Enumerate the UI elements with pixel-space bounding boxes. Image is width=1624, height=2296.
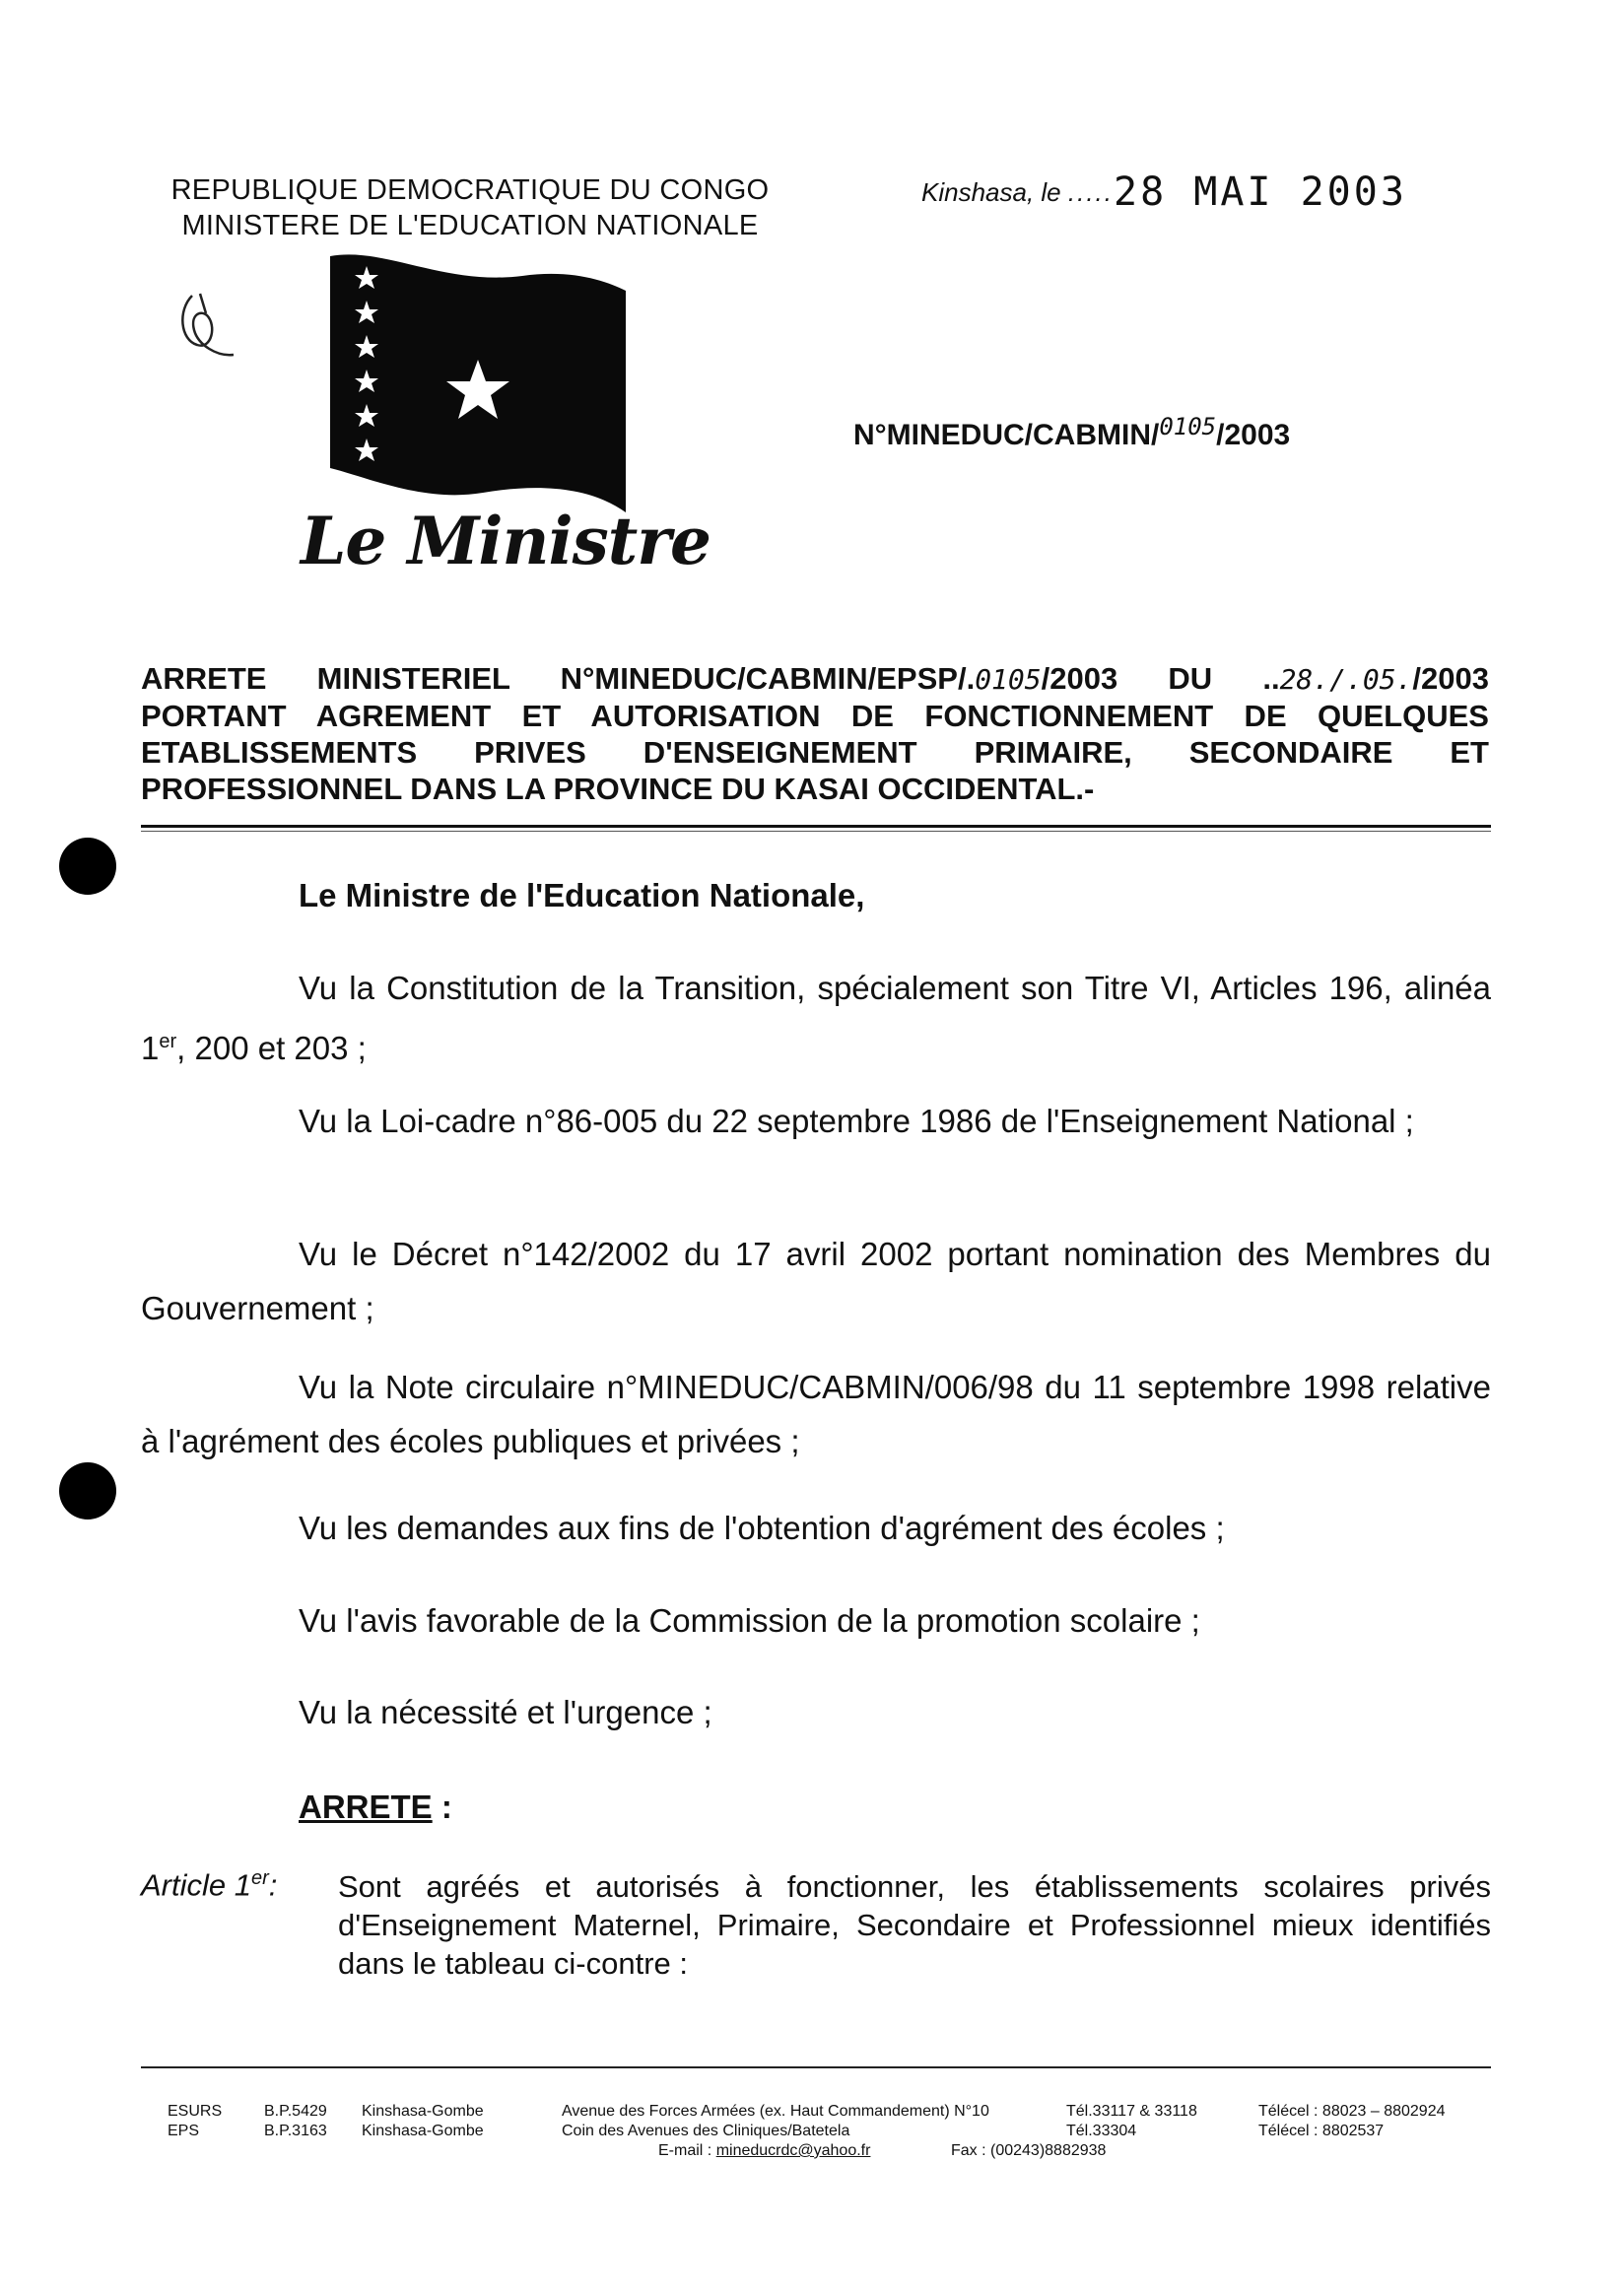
place-date xyxy=(921,166,1407,215)
article-1-text: Sont agréés et autorisés à fonctionner, les établissements scolaires privés d'Enseignement Maternel, Primaire, Secondaire et Professionnel mieux identifiés dans le tableau ci-contre : xyxy=(338,1869,1491,1981)
ref-prefix: N°MINEDUC/CABMIN/ xyxy=(853,419,1160,451)
decree-title xyxy=(141,660,1489,807)
flag-emblem xyxy=(325,251,631,517)
title-line-1 xyxy=(141,660,1489,698)
title-handwritten-date: 28./.05. xyxy=(1279,663,1413,696)
considerant-1-text: Vu la Constitution de la Transition, spécialement son Titre VI, Articles 196, alinéa 1 xyxy=(141,970,1491,1066)
footer-email-link[interactable]: mineducrdc@yahoo.fr xyxy=(715,2142,871,2159)
letterhead xyxy=(155,172,785,243)
punch-hole-top xyxy=(59,838,116,895)
arrete-word: ARRETE xyxy=(299,1789,433,1825)
footer-fax: Fax : (00243)8882938 xyxy=(951,2142,1107,2159)
footer-city-2: Kinshasa-Gombe xyxy=(362,2123,484,2139)
article-label-sup: er xyxy=(250,1867,269,1889)
punch-hole-bottom xyxy=(59,1462,116,1519)
arrete-colon: : xyxy=(432,1789,452,1825)
footer-email-line xyxy=(658,2141,870,2160)
arrete-heading xyxy=(299,1789,452,1826)
title-line-1-mid: /2003 DU .. xyxy=(1041,661,1280,696)
footer-rule xyxy=(141,2066,1491,2068)
considerant-2 xyxy=(141,1094,1491,1148)
footer-email-label: E-mail : xyxy=(658,2142,712,2159)
footer-tel-2: Tél.33304 xyxy=(1066,2123,1137,2139)
title-line-2: PORTANT AGREMENT ET AUTORISATION DE FONCTIONNEMENT DE QUELQUES xyxy=(141,699,1489,733)
title-rule-thick xyxy=(141,825,1491,828)
footer-address-2: Coin des Avenues des Cliniques/Batetela xyxy=(562,2123,850,2139)
footer-code-2: EPS xyxy=(168,2123,200,2139)
footer-tel-1: Tél.33117 & 33118 xyxy=(1066,2103,1197,2120)
considerant-4 xyxy=(141,1360,1491,1468)
considerant-5-text: Vu les demandes aux fins de l'obtention d'agrément des écoles ; xyxy=(299,1510,1225,1546)
considerant-1-end: , 200 et 203 ; xyxy=(176,1030,367,1066)
republic-name: REPUBLIQUE DEMOCRATIQUE DU CONGO xyxy=(170,174,770,206)
considerant-7 xyxy=(141,1685,1491,1739)
considerant-6 xyxy=(141,1593,1491,1648)
considerant-4-text: Vu la Note circulaire n°MINEDUC/CABMIN/006/98 du 11 septembre 1998 relative à l'agrément des écoles publiques et privées ; xyxy=(141,1369,1491,1459)
title-line-4: PROFESSIONNEL DANS LA PROVINCE DU KASAI OCCIDENTAL.- xyxy=(141,772,1095,806)
title-rule-thin xyxy=(141,831,1491,832)
handwritten-initials-mark xyxy=(172,286,241,374)
footer-address-1: Avenue des Forces Armées (ex. Haut Commandement) N°10 xyxy=(562,2103,989,2120)
body-heading: Le Ministre de l'Education Nationale, xyxy=(299,877,865,913)
place-label: Kinshasa, le xyxy=(921,177,1061,207)
title-handwritten-number: 0105 xyxy=(975,663,1042,696)
ref-suffix: /2003 xyxy=(1216,419,1291,451)
article-label-text: Article 1 xyxy=(141,1867,251,1903)
place-dots: ..... xyxy=(1067,177,1115,207)
footer-telecel-2: Télécel : 8802537 xyxy=(1258,2123,1385,2139)
considerant-2-text: Vu la Loi-cadre n°86-005 du 22 septembre 1986 de l'Enseignement National ; xyxy=(299,1103,1414,1139)
considerant-5 xyxy=(141,1501,1491,1555)
considerant-7-text: Vu la nécessité et l'urgence ; xyxy=(299,1694,712,1730)
ministry-name: MINISTERE DE L'EDUCATION NATIONALE xyxy=(181,210,759,241)
minister-signature-title: Le Ministre xyxy=(301,503,710,579)
title-line-1-prefix: ARRETE MINISTERIEL N°MINEDUC/CABMIN/EPSP/. xyxy=(141,661,976,696)
title-line-3: ETABLISSEMENTS PRIVES D'ENSEIGNEMENT PRIMAIRE, SECONDAIRE ET xyxy=(141,735,1489,770)
ref-handwritten: 0105 xyxy=(1159,413,1217,440)
considerant-1-sup: er xyxy=(159,1031,177,1052)
considerant-1 xyxy=(141,961,1491,1075)
considerant-3-text: Vu le Décret n°142/2002 du 17 avril 2002 portant nomination des Membres du Gouvernement ; xyxy=(141,1236,1491,1326)
footer-city-1: Kinshasa-Gombe xyxy=(362,2103,484,2120)
considerant-6-text: Vu l'avis favorable de la Commission de la promotion scolaire ; xyxy=(299,1602,1200,1639)
handwritten-date: 28 MAI 2003 xyxy=(1114,169,1407,215)
footer-bp-2: B.P.3163 xyxy=(264,2123,327,2139)
title-line-1-suffix: /2003 xyxy=(1412,661,1489,696)
reference-number xyxy=(853,413,1291,452)
footer-code-1: ESURS xyxy=(168,2103,223,2120)
article-label-colon: : xyxy=(268,1867,278,1903)
footer-bp-1: B.P.5429 xyxy=(264,2103,327,2120)
footer-telecel-1: Télécel : 88023 – 8802924 xyxy=(1258,2103,1446,2120)
article-1-label xyxy=(141,1867,277,1903)
considerant-3 xyxy=(141,1227,1491,1335)
